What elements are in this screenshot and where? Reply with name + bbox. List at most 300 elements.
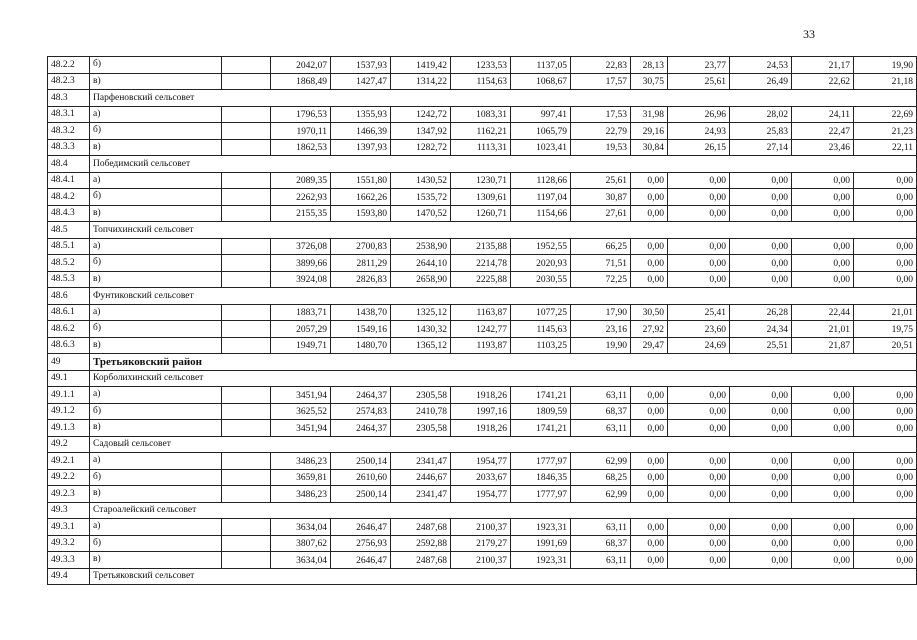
- value-cell: 2592,88: [391, 535, 451, 552]
- value-cell: 19,53: [571, 139, 631, 156]
- value-cell: 1419,42: [391, 57, 451, 74]
- value-cell: 2100,37: [451, 552, 511, 569]
- blank-cell: [222, 321, 271, 338]
- value-cell: 0,00: [730, 205, 792, 222]
- value-cell: 2644,10: [391, 255, 451, 272]
- value-cell: 0,00: [730, 469, 792, 486]
- row-letter: б): [90, 123, 222, 140]
- value-cell: 0,00: [730, 519, 792, 536]
- value-cell: 62,99: [571, 486, 631, 503]
- value-cell: 31,98: [631, 106, 668, 123]
- value-cell: 26,96: [668, 106, 730, 123]
- value-cell: 1923,31: [511, 552, 571, 569]
- blank-cell: [222, 420, 271, 437]
- value-cell: 0,00: [730, 172, 792, 189]
- value-cell: 1466,39: [331, 123, 391, 140]
- value-cell: 21,17: [792, 57, 854, 74]
- value-cell: 0,00: [668, 172, 730, 189]
- value-cell: 0,00: [668, 420, 730, 437]
- value-cell: 0,00: [668, 453, 730, 470]
- value-cell: 0,00: [854, 189, 917, 206]
- value-cell: 0,00: [854, 552, 917, 569]
- value-cell: 0,00: [730, 552, 792, 569]
- value-cell: 3486,23: [271, 453, 331, 470]
- value-cell: 0,00: [668, 552, 730, 569]
- row-code: 49.2: [48, 436, 90, 453]
- value-cell: 1065,79: [511, 123, 571, 140]
- row-letter: б): [90, 321, 222, 338]
- blank-cell: [222, 552, 271, 569]
- value-cell: 21,23: [854, 123, 917, 140]
- value-cell: 0,00: [668, 387, 730, 404]
- value-cell: 0,00: [668, 255, 730, 272]
- settlement-title: Топчихинский сельсовет: [90, 222, 917, 239]
- value-cell: 0,00: [792, 519, 854, 536]
- row-code: 48.4.3: [48, 205, 90, 222]
- table-row: [48, 453, 917, 470]
- blank-cell: [222, 453, 271, 470]
- blank-cell: [222, 304, 271, 321]
- blank-cell: [222, 172, 271, 189]
- value-cell: 2756,93: [331, 535, 391, 552]
- value-cell: 25,61: [668, 73, 730, 90]
- value-cell: 21,18: [854, 73, 917, 90]
- blank-cell: [222, 337, 271, 354]
- value-cell: 2030,55: [511, 271, 571, 288]
- settlement-title: Победимский сельсовет: [90, 156, 917, 173]
- value-cell: 0,00: [792, 255, 854, 272]
- value-cell: 1197,04: [511, 189, 571, 206]
- value-cell: 0,00: [668, 205, 730, 222]
- value-cell: 30,87: [571, 189, 631, 206]
- value-cell: 2033,67: [451, 469, 511, 486]
- value-cell: 2464,37: [331, 420, 391, 437]
- section-header-row: [48, 288, 917, 305]
- value-cell: 2179,27: [451, 535, 511, 552]
- value-cell: 21,01: [854, 304, 917, 321]
- value-cell: 29,16: [631, 123, 668, 140]
- value-cell: 2658,90: [391, 271, 451, 288]
- value-cell: 1952,55: [511, 238, 571, 255]
- value-cell: 68,37: [571, 535, 631, 552]
- value-cell: 0,00: [668, 535, 730, 552]
- value-cell: 3726,08: [271, 238, 331, 255]
- value-cell: 23,46: [792, 139, 854, 156]
- value-cell: 1242,77: [451, 321, 511, 338]
- table-row: [48, 321, 917, 338]
- value-cell: 3451,94: [271, 420, 331, 437]
- value-cell: 3899,66: [271, 255, 331, 272]
- row-code: 48.6.3: [48, 337, 90, 354]
- value-cell: 997,41: [511, 106, 571, 123]
- table-row: [48, 271, 917, 288]
- value-cell: 2538,90: [391, 238, 451, 255]
- value-cell: 1862,53: [271, 139, 331, 156]
- value-cell: 0,00: [854, 420, 917, 437]
- row-code: 49.3.2: [48, 535, 90, 552]
- value-cell: 1535,72: [391, 189, 451, 206]
- value-cell: 1230,71: [451, 172, 511, 189]
- value-cell: 19,90: [854, 57, 917, 74]
- section-header-row: [48, 370, 917, 387]
- value-cell: 3807,62: [271, 535, 331, 552]
- value-cell: 1365,12: [391, 337, 451, 354]
- table-row: [48, 205, 917, 222]
- table-row: [48, 387, 917, 404]
- value-cell: 22,62: [792, 73, 854, 90]
- blank-cell: [222, 387, 271, 404]
- value-cell: 23,60: [668, 321, 730, 338]
- settlement-title: Третьяковский сельсовет: [90, 568, 917, 585]
- value-cell: 1309,61: [451, 189, 511, 206]
- value-cell: 2262,93: [271, 189, 331, 206]
- value-cell: 1551,80: [331, 172, 391, 189]
- row-code: 49.2.1: [48, 453, 90, 470]
- value-cell: 0,00: [730, 486, 792, 503]
- value-cell: 2811,29: [331, 255, 391, 272]
- row-code: 48.3.3: [48, 139, 90, 156]
- value-cell: 1430,52: [391, 172, 451, 189]
- value-cell: 2700,83: [331, 238, 391, 255]
- value-cell: 0,00: [668, 403, 730, 420]
- value-cell: 1883,71: [271, 304, 331, 321]
- table-row: [48, 255, 917, 272]
- row-code: 48.2.3: [48, 73, 90, 90]
- value-cell: 2214,78: [451, 255, 511, 272]
- value-cell: 1997,16: [451, 403, 511, 420]
- value-cell: 0,00: [631, 453, 668, 470]
- value-cell: 26,28: [730, 304, 792, 321]
- value-cell: 63,11: [571, 552, 631, 569]
- table-body: [48, 57, 917, 585]
- value-cell: 0,00: [792, 552, 854, 569]
- row-code: 48.6.1: [48, 304, 90, 321]
- table-row: [48, 172, 917, 189]
- value-cell: 1868,49: [271, 73, 331, 90]
- value-cell: 21,01: [792, 321, 854, 338]
- row-letter: а): [90, 519, 222, 536]
- value-cell: 25,51: [730, 337, 792, 354]
- value-cell: 2487,68: [391, 519, 451, 536]
- value-cell: 0,00: [792, 453, 854, 470]
- value-cell: 25,83: [730, 123, 792, 140]
- value-cell: 1193,87: [451, 337, 511, 354]
- value-cell: 1427,47: [331, 73, 391, 90]
- blank-cell: [222, 189, 271, 206]
- section-header-row: [48, 90, 917, 107]
- row-code: 49.1.1: [48, 387, 90, 404]
- value-cell: 68,25: [571, 469, 631, 486]
- value-cell: 22,83: [571, 57, 631, 74]
- value-cell: 1154,63: [451, 73, 511, 90]
- value-cell: 0,00: [792, 403, 854, 420]
- value-cell: 0,00: [792, 205, 854, 222]
- value-cell: 3486,23: [271, 486, 331, 503]
- table-row: [48, 304, 917, 321]
- value-cell: 17,90: [571, 304, 631, 321]
- value-cell: 2225,88: [451, 271, 511, 288]
- value-cell: 3625,52: [271, 403, 331, 420]
- row-code: 49.3.1: [48, 519, 90, 536]
- value-cell: 30,75: [631, 73, 668, 90]
- row-code: 48.3: [48, 90, 90, 107]
- value-cell: 0,00: [854, 255, 917, 272]
- row-code: 48.3.1: [48, 106, 90, 123]
- value-cell: 0,00: [631, 469, 668, 486]
- value-cell: 0,00: [631, 255, 668, 272]
- value-cell: 62,99: [571, 453, 631, 470]
- settlement-title: Парфеновский сельсовет: [90, 90, 917, 107]
- value-cell: 1163,87: [451, 304, 511, 321]
- row-code: 49.1.3: [48, 420, 90, 437]
- value-cell: 0,00: [668, 519, 730, 536]
- value-cell: 1796,53: [271, 106, 331, 123]
- page-number: 33: [803, 27, 815, 41]
- value-cell: 0,00: [854, 271, 917, 288]
- value-cell: 0,00: [730, 535, 792, 552]
- value-cell: 17,57: [571, 73, 631, 90]
- table-row: [48, 519, 917, 536]
- row-letter: а): [90, 387, 222, 404]
- value-cell: 2135,88: [451, 238, 511, 255]
- blank-cell: [222, 205, 271, 222]
- table-row: [48, 106, 917, 123]
- value-cell: 23,16: [571, 321, 631, 338]
- value-cell: 1438,70: [331, 304, 391, 321]
- value-cell: 1918,26: [451, 387, 511, 404]
- value-cell: 22,47: [792, 123, 854, 140]
- value-cell: 0,00: [631, 403, 668, 420]
- value-cell: 22,44: [792, 304, 854, 321]
- value-cell: 2410,78: [391, 403, 451, 420]
- value-cell: 2100,37: [451, 519, 511, 536]
- table-row: [48, 238, 917, 255]
- value-cell: 71,51: [571, 255, 631, 272]
- value-cell: 28,13: [631, 57, 668, 74]
- value-cell: 1537,93: [331, 57, 391, 74]
- row-letter: б): [90, 469, 222, 486]
- settlement-title: Фунтиковский сельсовет: [90, 288, 917, 305]
- value-cell: 2646,47: [331, 552, 391, 569]
- value-cell: 0,00: [792, 387, 854, 404]
- row-letter: а): [90, 453, 222, 470]
- blank-cell: [222, 271, 271, 288]
- table-row: [48, 189, 917, 206]
- value-cell: 0,00: [854, 486, 917, 503]
- row-letter: в): [90, 73, 222, 90]
- district-title: Третьяковский район: [90, 354, 917, 371]
- value-cell: 3634,04: [271, 519, 331, 536]
- value-cell: 24,93: [668, 123, 730, 140]
- value-cell: 2446,67: [391, 469, 451, 486]
- value-cell: 25,41: [668, 304, 730, 321]
- value-cell: 0,00: [792, 172, 854, 189]
- blank-cell: [222, 57, 271, 74]
- value-cell: 1242,72: [391, 106, 451, 123]
- value-cell: 2826,83: [331, 271, 391, 288]
- value-cell: 1741,21: [511, 420, 571, 437]
- value-cell: 1954,77: [451, 486, 511, 503]
- value-cell: 0,00: [668, 469, 730, 486]
- value-cell: 0,00: [631, 271, 668, 288]
- value-cell: 0,00: [631, 552, 668, 569]
- row-letter: а): [90, 238, 222, 255]
- value-cell: 2155,35: [271, 205, 331, 222]
- row-code: 48.5.2: [48, 255, 90, 272]
- value-cell: 0,00: [631, 519, 668, 536]
- value-cell: 22,11: [854, 139, 917, 156]
- table-row: [48, 486, 917, 503]
- value-cell: 1741,21: [511, 387, 571, 404]
- value-cell: 1593,80: [331, 205, 391, 222]
- row-letter: в): [90, 139, 222, 156]
- section-header-row: [48, 436, 917, 453]
- value-cell: 1145,63: [511, 321, 571, 338]
- value-cell: 3634,04: [271, 552, 331, 569]
- row-letter: а): [90, 304, 222, 321]
- value-cell: 0,00: [792, 535, 854, 552]
- value-cell: 0,00: [668, 486, 730, 503]
- row-code: 48.2.2: [48, 57, 90, 74]
- row-letter: в): [90, 486, 222, 503]
- value-cell: 28,02: [730, 106, 792, 123]
- value-cell: 1282,72: [391, 139, 451, 156]
- section-header-row: [48, 568, 917, 585]
- value-cell: 27,61: [571, 205, 631, 222]
- value-cell: 2646,47: [331, 519, 391, 536]
- value-cell: 22,79: [571, 123, 631, 140]
- row-code: 48.6.2: [48, 321, 90, 338]
- settlement-title: Корболихинский сельсовет: [90, 370, 917, 387]
- blank-cell: [222, 73, 271, 90]
- value-cell: 23,77: [668, 57, 730, 74]
- table-row: [48, 123, 917, 140]
- value-cell: 27,14: [730, 139, 792, 156]
- value-cell: 1954,77: [451, 453, 511, 470]
- value-cell: 27,92: [631, 321, 668, 338]
- value-cell: 24,69: [668, 337, 730, 354]
- value-cell: 1470,52: [391, 205, 451, 222]
- value-cell: 66,25: [571, 238, 631, 255]
- value-cell: 0,00: [730, 271, 792, 288]
- value-cell: 2574,83: [331, 403, 391, 420]
- row-code: 48.3.2: [48, 123, 90, 140]
- value-cell: 2305,58: [391, 387, 451, 404]
- row-code: 49.1: [48, 370, 90, 387]
- value-cell: 1662,26: [331, 189, 391, 206]
- blank-cell: [222, 123, 271, 140]
- value-cell: 2487,68: [391, 552, 451, 569]
- value-cell: 29,47: [631, 337, 668, 354]
- value-cell: 2341,47: [391, 453, 451, 470]
- section-header-row: [48, 156, 917, 173]
- value-cell: 0,00: [668, 189, 730, 206]
- value-cell: 24,34: [730, 321, 792, 338]
- row-code: 49: [48, 354, 90, 371]
- value-cell: 2057,29: [271, 321, 331, 338]
- value-cell: 1068,67: [511, 73, 571, 90]
- value-cell: 0,00: [854, 238, 917, 255]
- value-cell: 30,84: [631, 139, 668, 156]
- value-cell: 21,87: [792, 337, 854, 354]
- value-cell: 1325,12: [391, 304, 451, 321]
- value-cell: 1023,41: [511, 139, 571, 156]
- row-code: 48.4.2: [48, 189, 90, 206]
- table-row: [48, 403, 917, 420]
- value-cell: 0,00: [730, 420, 792, 437]
- value-cell: 0,00: [631, 189, 668, 206]
- value-cell: 0,00: [631, 535, 668, 552]
- value-cell: 3451,94: [271, 387, 331, 404]
- settlement-title: Староалейский сельсовет: [90, 502, 917, 519]
- value-cell: 0,00: [792, 189, 854, 206]
- value-cell: 25,61: [571, 172, 631, 189]
- value-cell: 0,00: [730, 189, 792, 206]
- row-code: 49.1.2: [48, 403, 90, 420]
- blank-cell: [222, 403, 271, 420]
- value-cell: 0,00: [854, 535, 917, 552]
- table-row: [48, 73, 917, 90]
- row-code: 48.4.1: [48, 172, 90, 189]
- value-cell: 2089,35: [271, 172, 331, 189]
- value-cell: 2500,14: [331, 453, 391, 470]
- row-code: 48.4: [48, 156, 90, 173]
- value-cell: 63,11: [571, 420, 631, 437]
- value-cell: 2020,93: [511, 255, 571, 272]
- blank-cell: [222, 519, 271, 536]
- value-cell: 26,49: [730, 73, 792, 90]
- value-cell: 2500,14: [331, 486, 391, 503]
- table-row: [48, 139, 917, 156]
- row-letter: в): [90, 337, 222, 354]
- blank-cell: [222, 535, 271, 552]
- section-header-row: [48, 354, 917, 371]
- blank-cell: [222, 486, 271, 503]
- value-cell: 26,15: [668, 139, 730, 156]
- value-cell: 1347,92: [391, 123, 451, 140]
- value-cell: 2610,60: [331, 469, 391, 486]
- row-code: 48.5.1: [48, 238, 90, 255]
- section-header-row: [48, 222, 917, 239]
- value-cell: 0,00: [631, 238, 668, 255]
- value-cell: 24,11: [792, 106, 854, 123]
- value-cell: 68,37: [571, 403, 631, 420]
- row-code: 48.6: [48, 288, 90, 305]
- value-cell: 0,00: [854, 172, 917, 189]
- value-cell: 0,00: [631, 387, 668, 404]
- value-cell: 0,00: [730, 403, 792, 420]
- value-cell: 1970,11: [271, 123, 331, 140]
- value-cell: 1430,32: [391, 321, 451, 338]
- row-code: 49.4: [48, 568, 90, 585]
- value-cell: 1103,25: [511, 337, 571, 354]
- table-row: [48, 469, 917, 486]
- value-cell: 1918,26: [451, 420, 511, 437]
- row-letter: а): [90, 106, 222, 123]
- value-cell: 19,90: [571, 337, 631, 354]
- row-letter: в): [90, 420, 222, 437]
- value-cell: 72,25: [571, 271, 631, 288]
- value-cell: 1777,97: [511, 486, 571, 503]
- row-code: 49.3.3: [48, 552, 90, 569]
- row-letter: в): [90, 552, 222, 569]
- row-letter: в): [90, 271, 222, 288]
- value-cell: 0,00: [631, 205, 668, 222]
- value-cell: 2341,47: [391, 486, 451, 503]
- table-row: [48, 337, 917, 354]
- value-cell: 30,50: [631, 304, 668, 321]
- value-cell: 19,75: [854, 321, 917, 338]
